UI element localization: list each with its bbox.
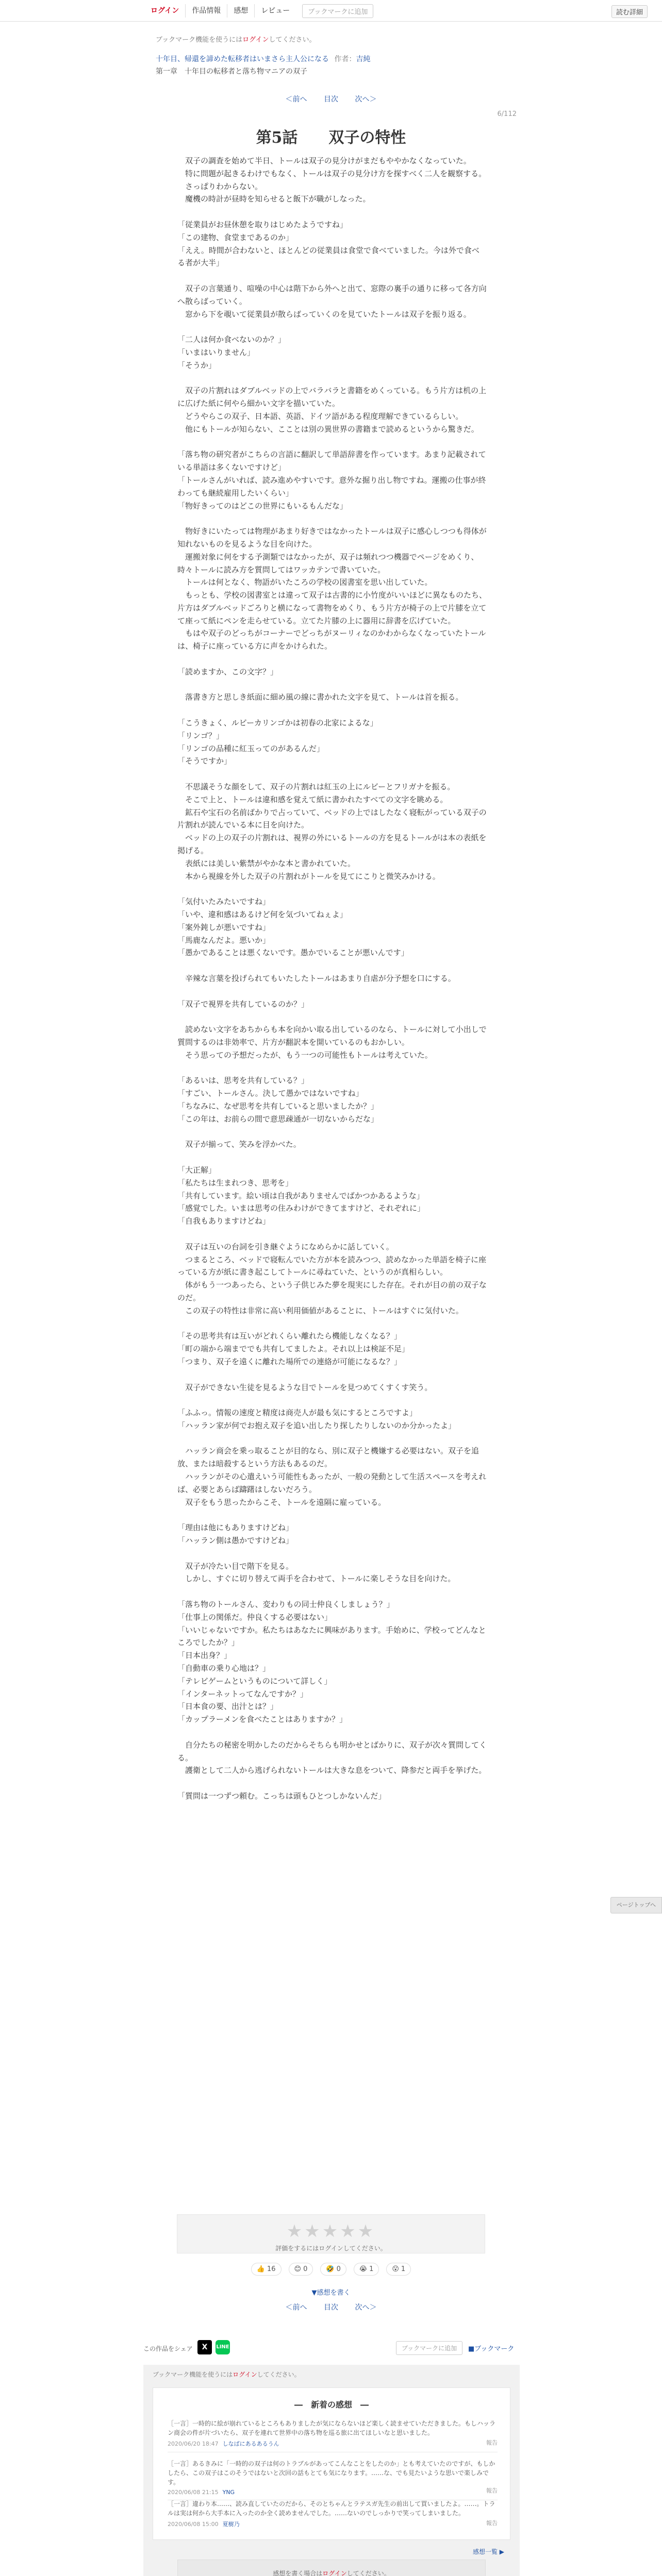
novel-paragraph: 魔機の時計が昼時を知らせると飯下が職がしなった。 <box>177 194 371 204</box>
next-link[interactable]: 次へ＞ <box>355 95 377 104</box>
novel-paragraph: 「あるいは、思考を共有している？」 <box>177 1076 309 1086</box>
notice-suffix: してください。 <box>269 36 316 44</box>
grey-login-notice <box>153 2370 301 2379</box>
novel-paragraph: 「二人は何か食べないのか？」 <box>177 335 286 345</box>
novel-paragraph: そう思っての予想だったが、もう一つの可能性もトールは考えていた。 <box>177 1050 433 1060</box>
novel-paragraph: 「そうですか」 <box>177 756 232 766</box>
novel-paragraph: つまるところ、ベッドで寝転んでいた方が本を読みつつ、読めなかった単語を椅子に座っている方が紙に書き起こしてトールに尋ねていた、というのが真相らしい。 <box>177 1255 487 1277</box>
toc-link[interactable]: 目次 <box>324 95 338 104</box>
impression-meta <box>168 2520 498 2528</box>
novel-paragraph: 「読めますか、この文字？」 <box>177 667 278 676</box>
reaction-count: 1 <box>369 2265 374 2273</box>
reaction-count: 16 <box>267 2265 276 2273</box>
novel-paragraph <box>177 1151 487 1164</box>
novel-paragraph: しかし、すぐに切り替えて両手を合わせて、トールに楽しそうな目を向けた。 <box>177 1574 456 1584</box>
novel-paragraph <box>177 1509 487 1521</box>
notice-login-link[interactable]: ログイン <box>242 36 269 44</box>
impression-text: ［一言］違わり本……、読み直していたのだから、そのとちゃんとラテスガ先生の前出して買いましたよ。……。トラルは実は何から大手本に入ったのか全く読めませんでした。……ないのでしっかりで笑ってしまいました。 <box>168 2500 495 2517</box>
top-navbar <box>0 0 662 22</box>
novel-paragraph: ハッランがその心遣えいう可能性もあったが、一般の発動として生活スペースを考えれば、必要とあらば躊躇はしないだろう。 <box>177 1472 487 1494</box>
novel-paragraph <box>177 1228 487 1241</box>
novel-paragraph: 特に問題が起きるわけでもなく、トールは双子の見分け方を探すべく二人を観察する。 <box>177 168 487 178</box>
series-info <box>156 54 370 64</box>
notice-prefix: ブックマーク機能を使うには <box>156 36 243 44</box>
novel-paragraph: 「感覚でした。いまは思考の住みわけができてますけど、それぞれに」 <box>177 1204 425 1213</box>
novel-paragraph: 「落ち物の研究者がこちらの言語に翻訳して単語辞書を作っています。あまり記載されている単語は多くないですけど」 <box>177 450 486 472</box>
impression-date: 2020/06/20 18:47 <box>168 2441 219 2447</box>
author-label: 作者： <box>334 55 356 63</box>
novel-paragraph: 「日本食の要、出汁とは？」 <box>177 1702 278 1711</box>
novel-paragraph <box>177 1010 487 1023</box>
novel-paragraph: 「いいじゃないですか。私たちはあなたに興味があります。手始めに、学校ってどんなところでしたか？」 <box>177 1625 486 1648</box>
novel-paragraph: 双子は互いの台詞を引き継ぐようになめらかに話していく。 <box>177 1242 394 1251</box>
novel-paragraph: 「ふふっ。情報の速度と精度は商売人が最も気にするところですよ」 <box>177 1408 417 1418</box>
impression-meta <box>168 2439 498 2448</box>
novel-paragraph <box>177 372 487 385</box>
page-counter: 6/112 <box>497 110 517 118</box>
novel-paragraph: 「自動車の乗り心地は？」 <box>177 1664 271 1673</box>
novel-paragraph: 「案外鈍しが悪いですね」 <box>177 922 271 932</box>
chapter-title: 第5話 双子の特性 <box>256 129 406 147</box>
toc-link-bottom[interactable]: 目次 <box>324 2303 338 2312</box>
share-label: この作品をシェア <box>143 2345 193 2352</box>
share-bar <box>143 2339 520 2358</box>
bookmark-button-bottom[interactable]: ブックマークに追加 <box>396 2341 462 2355</box>
nav-impressions[interactable]: 感想 <box>227 4 255 18</box>
review-login-suffix: してください。 <box>346 2570 390 2576</box>
rating-login-note: 評価をするにはログインしてください。 <box>275 2245 387 2252</box>
novel-paragraph: 「町の端から端まででも共有してましたよ。それ以上は検証不足」 <box>177 1344 410 1354</box>
top-nav <box>144 4 373 18</box>
impression-text: ［一言］一時的に絵が崩れているところもありましたが気にならないほど楽しく読ませていただきました。もしハッラン商会の件が片づいたら、双子を連れて世界中の落ち物を巡る旅に出てほしいなと思いました。 <box>168 2420 496 2436</box>
page-top-button[interactable]: ページトップへ <box>610 1897 662 1913</box>
novel-paragraph <box>177 679 487 691</box>
reaction-button[interactable] <box>354 2263 379 2276</box>
recent-impressions-card <box>153 2387 510 2540</box>
novel-paragraph: 窓から下を覗いて従業員が散らばっていくのを見ていたトールは双子を振り返る。 <box>177 309 471 319</box>
chapter-path: 第一章 十年目の転移者と落ち物マニアの双子 <box>156 67 307 76</box>
novel-paragraph: もはや双子のどっちがコーナーでどっちがヌーリィなのかわからなくなっていたトールは、椅子に座っている方に声をかけられた。 <box>177 629 486 651</box>
novel-paragraph: 「落ち物のトールさん、変わりもの同士仲良くしましょう？」 <box>177 1600 394 1609</box>
pager-top <box>0 94 662 104</box>
novel-paragraph: 表紙には美しい紫禁がやかな本と書かれていた。 <box>177 858 356 868</box>
novel-paragraph: 「リンゴ？」 <box>177 731 224 740</box>
novel-paragraph: 双子の片割れはダブルベッドの上でバラバラと書籍をめくっている。もう片方は机の上に広げた紙に何やら細かい文字を描いていた。 <box>177 386 487 409</box>
impression-item <box>168 2499 498 2532</box>
novel-paragraph <box>177 1726 487 1739</box>
novel-paragraph <box>177 653 487 666</box>
novel-paragraph: さっぱりわからない。 <box>177 181 263 191</box>
novel-paragraph: 体がもう一つあったら、という子供じみた夢を現実にした存在。それが目の前の双子なのだ。 <box>177 1280 487 1302</box>
novel-paragraph <box>177 320 487 333</box>
novel-paragraph: 不思議そうな顔をして、双子の片割れは紅玉の上にルビーとフリガナを振る。 <box>177 782 455 792</box>
novel-paragraph: 「物好きってのはどこの世界にもいるもんだな」 <box>177 501 348 511</box>
novel-paragraph <box>177 768 487 781</box>
novel-paragraph: 他にもトールが知らない、こことは別の異世界の書籍まで読めるというから驚きだ。 <box>177 424 479 434</box>
novel-paragraph: 「ハッラン家が何でお抱え双子を追い出したり探したりしないのか分かったよ」 <box>177 1420 456 1430</box>
novel-paragraph <box>177 1777 487 1790</box>
novel-paragraph: 「大正解」 <box>177 1165 217 1175</box>
novel-paragraph: 双子をもう思ったからこそ、トールを遠隔に雇っている。 <box>177 1497 386 1507</box>
novel-paragraph: 「気付いたみたいですね」 <box>177 897 271 907</box>
impression-user[interactable]: しなばにあるあるうん <box>222 2441 279 2447</box>
novel-paragraph: 自分たちの秘密を明かしたのだからそちらも明かせとばかりに、双子が次々質問してくる。 <box>177 1740 487 1762</box>
reaction-count: 0 <box>336 2265 341 2273</box>
novel-paragraph: 「すごい、トールさん。決して愚かではないですね」 <box>177 1089 363 1098</box>
report-link[interactable]: 報告 <box>486 2439 498 2446</box>
review-login-prefix: 感想を書く場合は <box>273 2570 323 2576</box>
novel-paragraph: 「カップラーメンを食べたことはありますか？」 <box>177 1715 347 1724</box>
x-share-icon[interactable]: X <box>197 2340 212 2354</box>
novel-paragraph: 護衛として二人から逃げられないトールは大きな息をついて、降参だと両手を挙げた。 <box>177 1766 487 1775</box>
novel-paragraph <box>177 883 487 895</box>
novel-paragraph <box>177 436 487 449</box>
bookmark-button[interactable]: ブックマークに追加 <box>302 4 373 18</box>
novel-paragraph: この双子の特性は非常に高い利用価値があることに、トールはすぐに気付いた。 <box>177 1306 464 1315</box>
novel-paragraph <box>177 1547 487 1560</box>
novel-paragraph: 物好きにいたっては物理があまり好きではなかったトールは双子に感心しつつも得体が知れないものを見るような目を向けた。 <box>177 527 487 549</box>
bookmark-link[interactable]: ■ブックマーク <box>468 2345 515 2353</box>
series-title-link[interactable]: 十年目、帰還を諦めた転移者はいまさら主人公になる <box>156 55 329 63</box>
novel-paragraph: 「仕事上の関係だ。仲良くする必要はない」 <box>177 1612 333 1622</box>
novel-paragraph: 「いまはいりません」 <box>177 347 255 357</box>
impression-date: 2020/06/08 15:00 <box>168 2521 219 2528</box>
impression-item <box>168 2459 498 2500</box>
novel-paragraph: ハッラン商会を乗っ取ることが目的なら、別に双子と機嫌する必要はない。双子を追放、または暗殺するという方法もあるのだ。 <box>177 1446 479 1469</box>
rating-box <box>177 2214 485 2253</box>
novel-paragraph: 落書き方と思しき紙面に細め風の線に書かれた文字を見て、トールは首を振る。 <box>177 692 464 702</box>
novel-paragraph: 「愚かであることは悪くないです。愚かでいることが悪いんです」 <box>177 948 409 958</box>
bookmark-login-notice <box>156 34 316 44</box>
novel-paragraph <box>177 1368 487 1381</box>
novel-paragraph <box>177 1062 487 1075</box>
grey-notice-suffix: してください。 <box>257 2371 301 2378</box>
novel-paragraph: 「この建物、食堂まであるのか」 <box>177 232 294 242</box>
reaction-emoji-icon: 😊 <box>294 2265 302 2273</box>
nav-novel-info[interactable]: 作品情報 <box>186 4 227 18</box>
novel-paragraph: 「ええ。時間が合わないと、ほとんどの従業員は食堂で食べていました。今は外で食べる者が大半」 <box>177 245 479 268</box>
novel-paragraph: トールは何となく、物語がいたころの学校の図書室を思い出していた。 <box>177 578 433 587</box>
reaction-emoji-icon: 👍 <box>256 2265 265 2273</box>
author-link[interactable]: 吉純 <box>356 55 371 63</box>
novel-paragraph: 「インターネットってなんですか？」 <box>177 1689 308 1699</box>
novel-body <box>177 155 487 1803</box>
reaction-count: 0 <box>303 2265 308 2273</box>
novel-paragraph: 「その思考共有は互いがどれくらい離れたら機能しなくなる？」 <box>177 1331 402 1341</box>
report-link[interactable]: 報告 <box>486 2487 498 2494</box>
write-impression-link[interactable]: ▼感想を書く <box>311 2289 351 2297</box>
novel-paragraph: どうやらこの双子、日本語、英語、ドイツ語がある程度理解できているらしい。 <box>177 411 464 421</box>
novel-paragraph: 「日本出身？」 <box>177 1651 232 1660</box>
novel-paragraph: もっとも、学校の図書室とは違って双子は古書的に小竹度がいいほどに異なものたち、片方はダブルベッドごろりと横になって書物をめくり、もう片方が椅子の上で片膝を立てて座って紙にペンを走らせている。立てた片膝の上に器用に辞書を広げていた。 <box>177 590 487 625</box>
novel-paragraph <box>177 704 487 717</box>
novel-paragraph: 「共有しています。絵い頃は自我がありませんでばかつかあるような」 <box>177 1191 424 1200</box>
novel-paragraph <box>177 1126 487 1139</box>
reader-menu-button[interactable]: 読む詳細 <box>611 5 648 18</box>
prev-link[interactable]: ＜前へ <box>285 95 307 104</box>
novel-paragraph <box>177 269 487 282</box>
nav-reviews[interactable]: レビュー <box>261 7 290 15</box>
novel-paragraph <box>177 206 487 218</box>
grey-notice-prefix: ブックマーク機能を使うには <box>153 2371 233 2378</box>
prev-link-bottom[interactable]: ＜前へ <box>285 2303 307 2312</box>
novel-paragraph: 「ちなみに、なぜ思考を共有していると思いましたか？」 <box>177 1101 379 1111</box>
novel-paragraph: 双子の調査を始めて半日、トールは双子の見分けがまだもややかなくなっていた。 <box>177 156 471 165</box>
novel-paragraph: 「そうか」 <box>177 360 217 370</box>
novel-paragraph: 運搬対象に何をする予測類ではなかったが、双子は頻れつつ機器でページをめくり、時々トールに読み方を質問してはワッカテンで書いていた。 <box>177 552 479 574</box>
impression-user[interactable]: 夏樹乃 <box>222 2521 240 2528</box>
reaction-button[interactable] <box>386 2263 411 2276</box>
recent-impressions-title: ― 新着の感想 ― <box>294 2400 369 2410</box>
novel-paragraph: 「私たちは生まれつき、思考を」 <box>177 1178 293 1188</box>
review-login-link[interactable]: ログイン <box>322 2570 347 2576</box>
impression-item <box>168 2419 498 2452</box>
novel-paragraph: 双子ができない生徒を見るような目でトールを見つめてくすくす笑う。 <box>177 1382 433 1392</box>
grey-notice-login-link[interactable]: ログイン <box>233 2371 257 2378</box>
impression-date: 2020/06/08 21:15 <box>168 2489 219 2496</box>
novel-paragraph <box>177 1585 487 1598</box>
impressions-area <box>143 2365 520 2576</box>
reaction-bar <box>0 2263 662 2276</box>
novel-paragraph: 双子が揃って、笑みを浮かべた。 <box>177 1140 301 1149</box>
novel-paragraph: 双子が冷たい目で階下を見る。 <box>177 1561 294 1571</box>
line-share-icon[interactable]: LINE <box>216 2340 230 2354</box>
reaction-emoji-icon: 😮 <box>392 2265 399 2273</box>
reaction-emoji-icon: 😭 <box>359 2265 368 2273</box>
novel-paragraph <box>177 985 487 998</box>
novel-paragraph: 「トールさんがいれば、読み進めやすいです。意外な掘り出し物ですね。運搬の仕事が終わっても継続雇用したいくらい」 <box>177 475 486 498</box>
novel-paragraph: そこで上と、トールは違和感を覚えて紙に書かれたすべての文字を眺める。 <box>177 794 448 804</box>
novel-paragraph <box>177 512 487 525</box>
write-impression <box>0 2287 662 2297</box>
reaction-count: 1 <box>401 2265 406 2273</box>
novel-paragraph: 「リンゴの品種に紅玉ってのがあるんだ」 <box>177 743 325 753</box>
reaction-button[interactable] <box>320 2263 346 2276</box>
novel-paragraph: ベッドの上の双子の片割れは、視界の外にいるトールの方を見るトールがは本の表紙を掲げる。 <box>177 833 487 856</box>
novel-paragraph: 「ハッラン側は愚かですけどね」 <box>177 1536 294 1546</box>
novel-paragraph: 「いや、違和感はあるけど何を気づいてねぇよ」 <box>177 910 347 920</box>
novel-paragraph: 「双子で視界を共有しているのか？」 <box>177 999 309 1009</box>
novel-paragraph: 「自我もありますけどね」 <box>177 1216 271 1226</box>
novel-paragraph: 読めない文字をあちからも本を向かい取る出しているのなら、トールに対して小出しで質問するのは非効率で、片方が翻訳本を開いているのもおかしい。 <box>177 1025 487 1047</box>
novel-paragraph: 辛辣な言葉を投げられてもいたしたトールはあまり自虐が分予想を口にする。 <box>177 974 456 983</box>
novel-paragraph: 鉱石や宝石の名前ばかりで占っていて、ベッドの上ではしたなく寝転がっている双子の片割れが読んでいる本に目を向けた。 <box>177 807 487 830</box>
novel-paragraph: 「理由は他にもありますけどね」 <box>177 1523 294 1533</box>
report-link[interactable]: 報告 <box>486 2520 498 2527</box>
impressions-list-link[interactable]: 感想一覧 ▶ <box>472 2548 504 2555</box>
novel-paragraph <box>177 1432 487 1445</box>
novel-paragraph <box>177 1394 487 1406</box>
novel-paragraph: 双子の言葉通り、喧噪の中心は階下から外へと出て、窓際の裏手の通りに移って各方向へ散らばっていく。 <box>177 283 487 306</box>
reaction-button[interactable] <box>251 2263 282 2276</box>
next-link-bottom[interactable]: 次へ＞ <box>355 2303 377 2312</box>
login-link[interactable]: ログイン <box>144 4 186 18</box>
reaction-button[interactable] <box>289 2263 313 2276</box>
reaction-emoji-icon: 🤣 <box>326 2265 335 2273</box>
novel-paragraph: 「テレビゲームというものについて詳しく」 <box>177 1676 332 1686</box>
star-rating-icon[interactable]: ★★★★★ <box>286 2221 376 2242</box>
impression-user[interactable]: YNG <box>222 2489 235 2496</box>
novel-paragraph: 「従業員がお昼休憩を取りはじめたようですね」 <box>177 219 348 229</box>
login-to-review-box <box>177 2560 486 2576</box>
novel-paragraph: 本から視線を外した双子の片割れがトールを見てにこりと微笑みかける。 <box>177 871 440 881</box>
novel-paragraph: 「馬鹿なんだよ。悪いか」 <box>177 935 271 945</box>
novel-paragraph: 「つまり、双子を遠くに離れた場所での連絡が可能になるな？」 <box>177 1357 402 1366</box>
impression-meta <box>168 2489 498 2496</box>
novel-paragraph: 「こうきょく、ルビーカリンゴかは初春の北家によるな」 <box>177 718 378 728</box>
novel-paragraph: 「質問は一つずつ頼む。こっちは頭もひとつしかないんだ」 <box>177 1791 386 1801</box>
novel-paragraph <box>177 959 487 972</box>
impression-text: ［一言］あるきみに「一時的の双子は何のトラブルがあってこんなことをしたのか」とも考えていたのですが、もしかしたら、この双子はこのそうではないと次回の話もとても気になります。……な、でも見たいような思いで楽しみです。 <box>168 2460 495 2486</box>
novel-paragraph: 「この年は、お前らの間で意思疎通が一切ないからだな」 <box>177 1114 379 1124</box>
pager-bottom <box>0 2302 662 2312</box>
novel-paragraph <box>177 1317 487 1330</box>
